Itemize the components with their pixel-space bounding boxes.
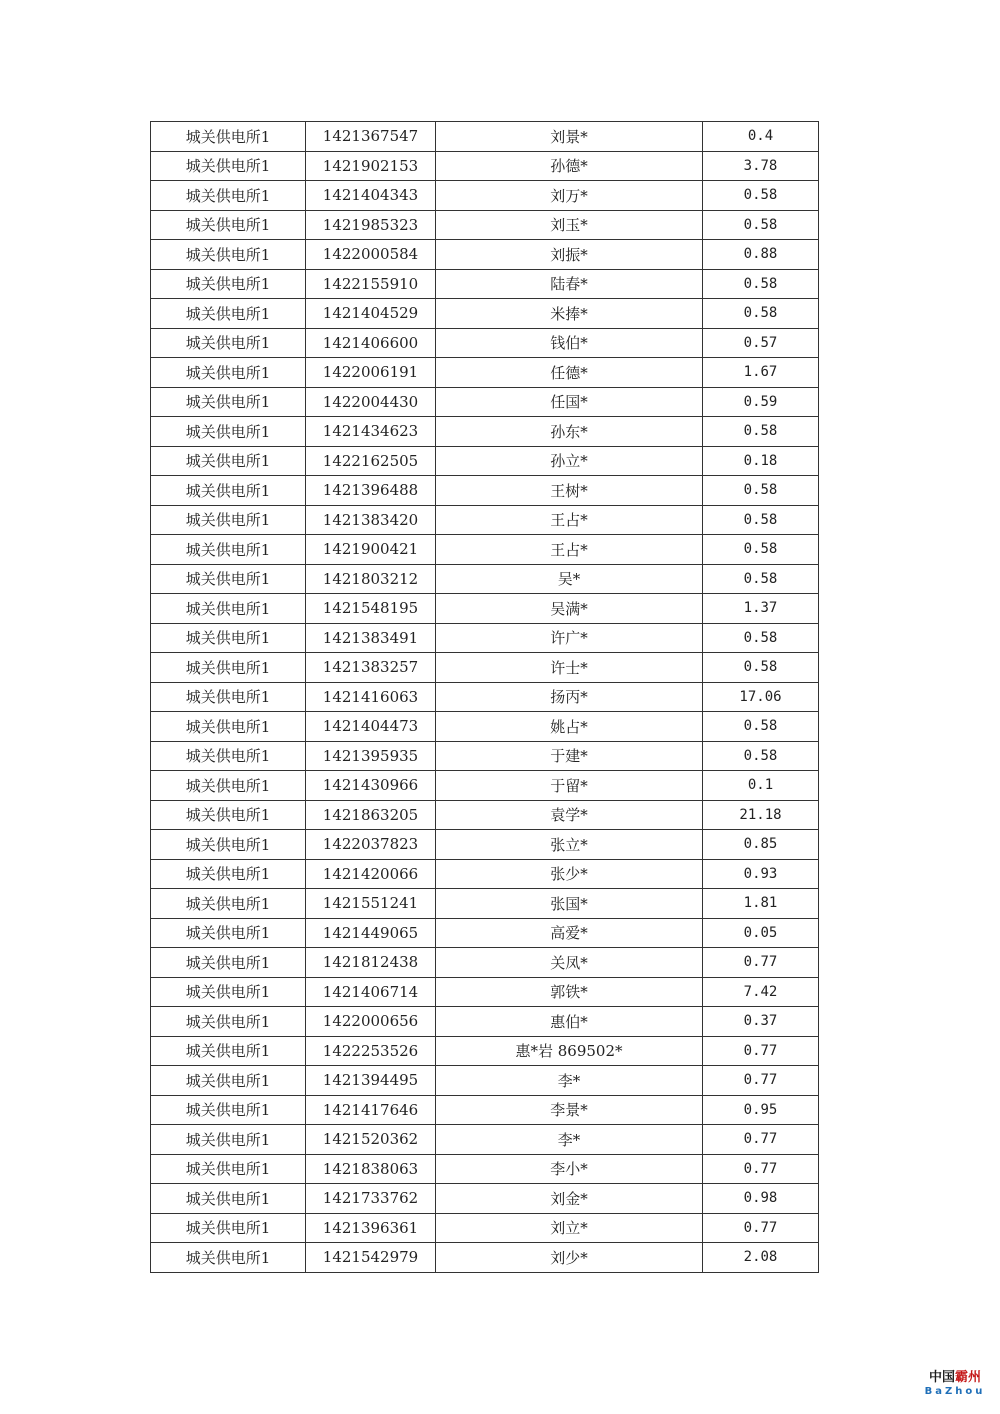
cell-customer-name: 吴* xyxy=(436,564,703,594)
cell-amount: 0.18 xyxy=(703,446,819,476)
cell-account-number: 1421406714 xyxy=(306,977,436,1007)
table-row xyxy=(151,299,819,329)
cell-amount: 0.77 xyxy=(703,1154,819,1184)
cell-customer-name: 孙德* xyxy=(436,151,703,181)
cell-amount: 0.58 xyxy=(703,535,819,565)
cell-amount: 0.58 xyxy=(703,653,819,683)
cell-customer-name: 任德* xyxy=(436,358,703,388)
cell-account-number: 1422162505 xyxy=(306,446,436,476)
table-row xyxy=(151,476,819,506)
table-row xyxy=(151,122,819,152)
cell-customer-name: 刘景* xyxy=(436,122,703,152)
cell-station: 城关供电所1 xyxy=(151,712,306,742)
cell-customer-name: 扬丙* xyxy=(436,682,703,712)
cell-customer-name: 姚占* xyxy=(436,712,703,742)
table-row xyxy=(151,328,819,358)
cell-station: 城关供电所1 xyxy=(151,1243,306,1273)
cell-station: 城关供电所1 xyxy=(151,1007,306,1037)
cell-customer-name: 李景* xyxy=(436,1095,703,1125)
table-row xyxy=(151,1125,819,1155)
cell-account-number: 1421838063 xyxy=(306,1154,436,1184)
cell-amount: 0.58 xyxy=(703,741,819,771)
cell-account-number: 1421430966 xyxy=(306,771,436,801)
cell-account-number: 1421406600 xyxy=(306,328,436,358)
cell-account-number: 1421733762 xyxy=(306,1184,436,1214)
cell-account-number: 1421548195 xyxy=(306,594,436,624)
table-row xyxy=(151,977,819,1007)
cell-station: 城关供电所1 xyxy=(151,151,306,181)
cell-station: 城关供电所1 xyxy=(151,800,306,830)
table-row xyxy=(151,653,819,683)
cell-customer-name: 惠伯* xyxy=(436,1007,703,1037)
table-row xyxy=(151,1243,819,1273)
cell-station: 城关供电所1 xyxy=(151,387,306,417)
cell-account-number: 1421396488 xyxy=(306,476,436,506)
table-row xyxy=(151,358,819,388)
table-row xyxy=(151,623,819,653)
cell-amount: 21.18 xyxy=(703,800,819,830)
cell-customer-name: 王占* xyxy=(436,505,703,535)
table-row xyxy=(151,417,819,447)
cell-customer-name: 张国* xyxy=(436,889,703,919)
table-row xyxy=(151,535,819,565)
cell-customer-name: 陆春* xyxy=(436,269,703,299)
table-row xyxy=(151,1184,819,1214)
cell-amount: 7.42 xyxy=(703,977,819,1007)
cell-customer-name: 钱伯* xyxy=(436,328,703,358)
cell-account-number: 1421902153 xyxy=(306,151,436,181)
table-row xyxy=(151,889,819,919)
cell-customer-name: 任国* xyxy=(436,387,703,417)
cell-amount: 3.78 xyxy=(703,151,819,181)
cell-customer-name: 米捧* xyxy=(436,299,703,329)
table-row xyxy=(151,1066,819,1096)
cell-amount: 0.88 xyxy=(703,240,819,270)
cell-customer-name: 袁学* xyxy=(436,800,703,830)
cell-account-number: 1422037823 xyxy=(306,830,436,860)
table-row xyxy=(151,948,819,978)
cell-station: 城关供电所1 xyxy=(151,623,306,653)
cell-customer-name: 李* xyxy=(436,1066,703,1096)
cell-account-number: 1421417646 xyxy=(306,1095,436,1125)
cell-amount: 0.37 xyxy=(703,1007,819,1037)
cell-customer-name: 王占* xyxy=(436,535,703,565)
cell-account-number: 1422253526 xyxy=(306,1036,436,1066)
cell-account-number: 1421900421 xyxy=(306,535,436,565)
cell-amount: 2.08 xyxy=(703,1243,819,1273)
cell-amount: 0.05 xyxy=(703,918,819,948)
cell-station: 城关供电所1 xyxy=(151,682,306,712)
cell-customer-name: 孙立* xyxy=(436,446,703,476)
cell-amount: 0.77 xyxy=(703,1213,819,1243)
cell-station: 城关供电所1 xyxy=(151,1184,306,1214)
table-row xyxy=(151,859,819,889)
cell-amount: 0.98 xyxy=(703,1184,819,1214)
cell-account-number: 1421394495 xyxy=(306,1066,436,1096)
cell-account-number: 1421985323 xyxy=(306,210,436,240)
site-logo xyxy=(922,1366,988,1397)
cell-account-number: 1421404473 xyxy=(306,712,436,742)
cell-station: 城关供电所1 xyxy=(151,1066,306,1096)
cell-station: 城关供电所1 xyxy=(151,889,306,919)
cell-amount: 0.58 xyxy=(703,476,819,506)
cell-station: 城关供电所1 xyxy=(151,1036,306,1066)
table-row xyxy=(151,387,819,417)
cell-customer-name: 于留* xyxy=(436,771,703,801)
cell-station: 城关供电所1 xyxy=(151,210,306,240)
cell-station: 城关供电所1 xyxy=(151,476,306,506)
logo-text-china: 中国 xyxy=(928,1370,955,1385)
cell-account-number: 1421395935 xyxy=(306,741,436,771)
cell-customer-name: 吴满* xyxy=(436,594,703,624)
cell-amount: 0.93 xyxy=(703,859,819,889)
cell-station: 城关供电所1 xyxy=(151,269,306,299)
cell-amount: 0.58 xyxy=(703,564,819,594)
cell-amount: 0.58 xyxy=(703,269,819,299)
cell-station: 城关供电所1 xyxy=(151,328,306,358)
cell-account-number: 1421520362 xyxy=(306,1125,436,1155)
cell-amount: 0.58 xyxy=(703,417,819,447)
ledger-table xyxy=(150,121,819,1273)
logo-text-bazhou: 霸州 xyxy=(955,1370,982,1385)
cell-station: 城关供电所1 xyxy=(151,918,306,948)
table-row xyxy=(151,564,819,594)
cell-amount: 1.37 xyxy=(703,594,819,624)
cell-station: 城关供电所1 xyxy=(151,1213,306,1243)
cell-account-number: 1422000656 xyxy=(306,1007,436,1037)
cell-account-number: 1421383420 xyxy=(306,505,436,535)
cell-account-number: 1422000584 xyxy=(306,240,436,270)
cell-station: 城关供电所1 xyxy=(151,181,306,211)
table-row xyxy=(151,1213,819,1243)
logo-subtitle: BaZhou xyxy=(924,1386,986,1397)
cell-amount: 0.77 xyxy=(703,1125,819,1155)
table-row xyxy=(151,1036,819,1066)
cell-amount: 0.58 xyxy=(703,181,819,211)
table-row xyxy=(151,594,819,624)
cell-account-number: 1421383491 xyxy=(306,623,436,653)
table-row xyxy=(151,181,819,211)
cell-station: 城关供电所1 xyxy=(151,1125,306,1155)
cell-station: 城关供电所1 xyxy=(151,830,306,860)
cell-amount: 0.58 xyxy=(703,505,819,535)
cell-station: 城关供电所1 xyxy=(151,594,306,624)
cell-customer-name: 李小* xyxy=(436,1154,703,1184)
cell-account-number: 1421416063 xyxy=(306,682,436,712)
cell-amount: 0.77 xyxy=(703,948,819,978)
table-row xyxy=(151,1154,819,1184)
cell-amount: 0.58 xyxy=(703,299,819,329)
cell-station: 城关供电所1 xyxy=(151,948,306,978)
table-row xyxy=(151,1007,819,1037)
cell-account-number: 1421383257 xyxy=(306,653,436,683)
cell-account-number: 1421404343 xyxy=(306,181,436,211)
cell-amount: 0.77 xyxy=(703,1066,819,1096)
cell-amount: 0.85 xyxy=(703,830,819,860)
cell-customer-name: 张少* xyxy=(436,859,703,889)
table-row xyxy=(151,446,819,476)
cell-account-number: 1421396361 xyxy=(306,1213,436,1243)
cell-station: 城关供电所1 xyxy=(151,1095,306,1125)
cell-station: 城关供电所1 xyxy=(151,1154,306,1184)
cell-station: 城关供电所1 xyxy=(151,358,306,388)
cell-amount: 0.77 xyxy=(703,1036,819,1066)
table-row xyxy=(151,210,819,240)
cell-station: 城关供电所1 xyxy=(151,535,306,565)
cell-amount: 0.58 xyxy=(703,712,819,742)
table-row xyxy=(151,712,819,742)
table-row xyxy=(151,918,819,948)
cell-account-number: 1421551241 xyxy=(306,889,436,919)
table-row xyxy=(151,240,819,270)
cell-amount: 0.58 xyxy=(703,623,819,653)
cell-station: 城关供电所1 xyxy=(151,122,306,152)
ledger-body xyxy=(151,122,819,1273)
cell-station: 城关供电所1 xyxy=(151,299,306,329)
cell-amount: 0.1 xyxy=(703,771,819,801)
cell-customer-name: 刘玉* xyxy=(436,210,703,240)
cell-customer-name: 刘振* xyxy=(436,240,703,270)
cell-customer-name: 郭铁* xyxy=(436,977,703,1007)
cell-amount: 17.06 xyxy=(703,682,819,712)
cell-station: 城关供电所1 xyxy=(151,564,306,594)
table-row xyxy=(151,505,819,535)
cell-amount: 1.81 xyxy=(703,889,819,919)
cell-customer-name: 高爱* xyxy=(436,918,703,948)
cell-customer-name: 刘金* xyxy=(436,1184,703,1214)
cell-customer-name: 刘万* xyxy=(436,181,703,211)
logo-title xyxy=(922,1366,988,1385)
cell-account-number: 1421404529 xyxy=(306,299,436,329)
cell-account-number: 1421367547 xyxy=(306,122,436,152)
cell-amount: 0.4 xyxy=(703,122,819,152)
cell-customer-name: 许广* xyxy=(436,623,703,653)
table-row xyxy=(151,800,819,830)
cell-station: 城关供电所1 xyxy=(151,240,306,270)
table-row xyxy=(151,269,819,299)
cell-account-number: 1421434623 xyxy=(306,417,436,447)
cell-account-number: 1421449065 xyxy=(306,918,436,948)
cell-amount: 0.57 xyxy=(703,328,819,358)
table-row xyxy=(151,151,819,181)
cell-customer-name: 孙东* xyxy=(436,417,703,447)
cell-account-number: 1421542979 xyxy=(306,1243,436,1273)
cell-customer-name: 许士* xyxy=(436,653,703,683)
cell-station: 城关供电所1 xyxy=(151,977,306,1007)
table-row xyxy=(151,741,819,771)
cell-account-number: 1422155910 xyxy=(306,269,436,299)
table-row xyxy=(151,771,819,801)
table-row xyxy=(151,830,819,860)
cell-customer-name: 关凤* xyxy=(436,948,703,978)
cell-customer-name: 于建* xyxy=(436,741,703,771)
cell-station: 城关供电所1 xyxy=(151,505,306,535)
cell-customer-name: 李* xyxy=(436,1125,703,1155)
cell-customer-name: 惠*岩 869502* xyxy=(436,1036,703,1066)
cell-amount: 0.95 xyxy=(703,1095,819,1125)
cell-station: 城关供电所1 xyxy=(151,446,306,476)
cell-account-number: 1422004430 xyxy=(306,387,436,417)
cell-account-number: 1421420066 xyxy=(306,859,436,889)
cell-account-number: 1421812438 xyxy=(306,948,436,978)
cell-amount: 0.59 xyxy=(703,387,819,417)
cell-customer-name: 刘立* xyxy=(436,1213,703,1243)
cell-amount: 0.58 xyxy=(703,210,819,240)
cell-account-number: 1421863205 xyxy=(306,800,436,830)
cell-account-number: 1422006191 xyxy=(306,358,436,388)
table-row xyxy=(151,1095,819,1125)
cell-station: 城关供电所1 xyxy=(151,771,306,801)
cell-amount: 1.67 xyxy=(703,358,819,388)
cell-customer-name: 张立* xyxy=(436,830,703,860)
cell-station: 城关供电所1 xyxy=(151,741,306,771)
cell-station: 城关供电所1 xyxy=(151,417,306,447)
cell-customer-name: 刘少* xyxy=(436,1243,703,1273)
cell-customer-name: 王树* xyxy=(436,476,703,506)
cell-station: 城关供电所1 xyxy=(151,859,306,889)
table-row xyxy=(151,682,819,712)
cell-account-number: 1421803212 xyxy=(306,564,436,594)
cell-station: 城关供电所1 xyxy=(151,653,306,683)
